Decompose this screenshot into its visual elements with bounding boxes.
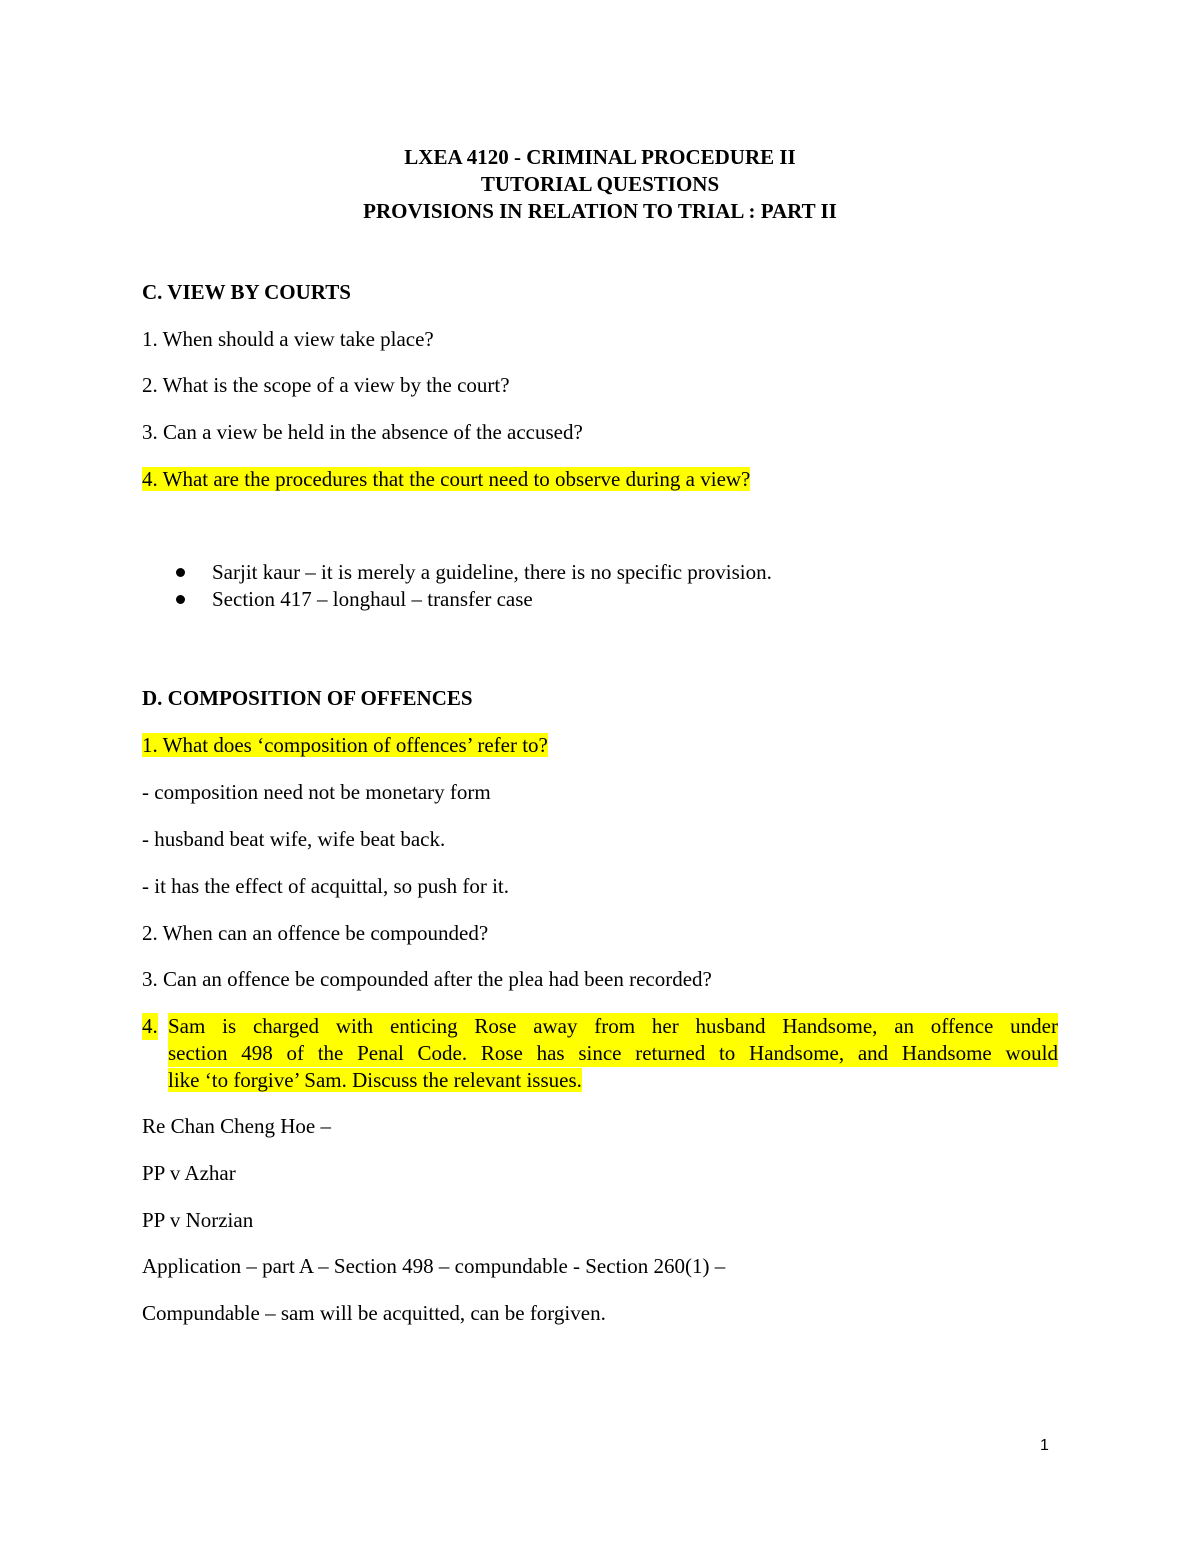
section-d-note-2: - husband beat wife, wife beat back. — [142, 827, 446, 851]
case-pp-v-norzian: PP v Norzian — [142, 1208, 254, 1232]
page-number: 1 — [1040, 1437, 1049, 1454]
application-note: Application – part A – Section 498 – compundable - Section 260(1) – — [142, 1254, 726, 1278]
bullet-text: Section 417 – longhaul – transfer case — [212, 587, 533, 611]
section-d-note-3: - it has the effect of acquittal, so push for it. — [142, 874, 510, 898]
bullet-text: Sarjit kaur – it is merely a guideline, there is no specific provision. — [212, 560, 772, 584]
q4-line-1: Sam is charged with enticing Rose away from her husband Handsome, an offence under — [168, 1014, 1058, 1038]
section-c-heading: C. VIEW BY COURTS — [142, 280, 351, 304]
question-number: 4. — [142, 1014, 158, 1038]
section-d-question-3: 3. Can an offence be compounded after the plea had been recorded? — [142, 967, 712, 991]
q4-row-3 — [142, 1067, 1058, 1094]
section-c-question-1: 1. When should a view take place? — [142, 327, 434, 351]
list-item — [172, 586, 772, 613]
topic-title: PROVISIONS IN RELATION TO TRIAL : PART II — [363, 199, 837, 223]
section-c-question-3: 3. Can a view be held in the absence of the accused? — [142, 420, 583, 444]
section-c-question-4-wrapper — [142, 466, 750, 493]
q4-row-2 — [142, 1040, 1058, 1067]
section-d-question-1-wrapper — [142, 732, 548, 759]
section-d-heading: D. COMPOSITION OF OFFENCES — [142, 686, 473, 710]
document-title-block — [0, 144, 1200, 225]
section-d-question-4 — [142, 1013, 1058, 1094]
bullet-icon — [176, 595, 185, 604]
q4-line-1-wrapper — [168, 1013, 1058, 1040]
list-item — [172, 559, 772, 586]
conclusion-note: Compundable – sam will be acquitted, can be forgiven. — [142, 1301, 606, 1325]
q4-line-2-wrapper — [168, 1040, 1058, 1067]
q4-line-2: section 498 of the Penal Code. Rose has since returned to Handsome, and Handsome would — [168, 1041, 1058, 1065]
bullet-icon — [176, 568, 185, 577]
q4-row-1 — [142, 1013, 1058, 1040]
section-c-bullet-list — [172, 559, 772, 613]
section-d-note-1: - composition need not be monetary form — [142, 780, 491, 804]
case-re-chan-cheng-hoe: Re Chan Cheng Hoe – — [142, 1114, 331, 1138]
document-subtitle: TUTORIAL QUESTIONS — [480, 172, 720, 196]
section-d-question-1: 1. What does ‘composition of offences’ refer to? — [142, 733, 548, 757]
course-title: LXEA 4120 - CRIMINAL PROCEDURE II — [404, 145, 796, 169]
q4-line-3-wrapper — [168, 1067, 1058, 1094]
case-pp-v-azhar: PP v Azhar — [142, 1161, 236, 1185]
section-c-question-4: 4. What are the procedures that the court need to observe during a view? — [142, 467, 751, 491]
section-d-question-2: 2. When can an offence be compounded? — [142, 921, 489, 945]
section-c-question-2: 2. What is the scope of a view by the court? — [142, 373, 510, 397]
q4-line-3: like ‘to forgive’ Sam. Discuss the relevant issues. — [168, 1068, 582, 1092]
